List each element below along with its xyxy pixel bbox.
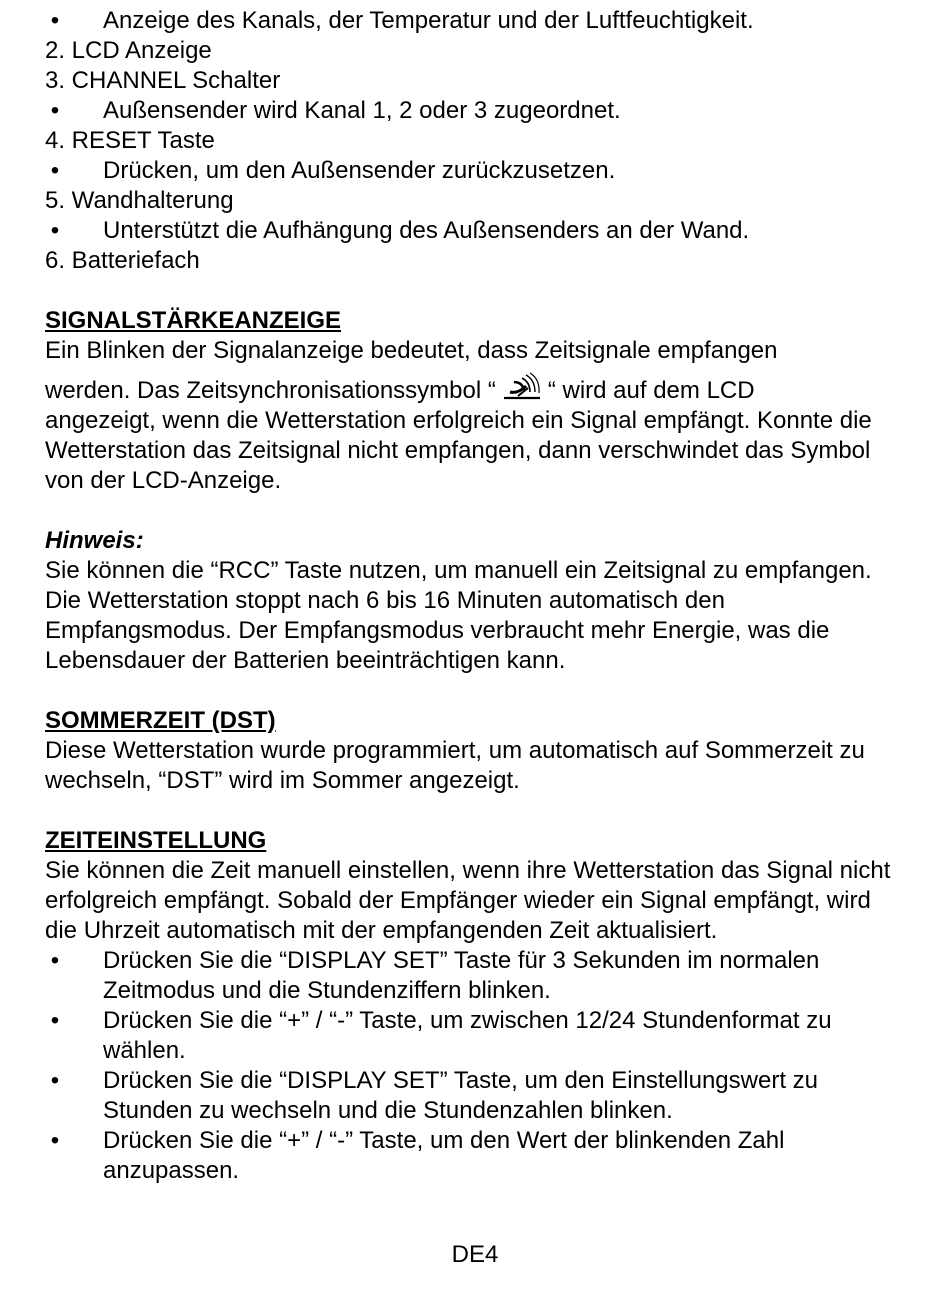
time-setting-section xyxy=(45,826,905,1186)
page-number: DE4 xyxy=(451,1241,499,1268)
paragraph: Ein Blinken der Signalanzeige bedeutet, dass Zeitsignale empfangen xyxy=(45,337,778,364)
list-bullet xyxy=(45,156,905,186)
dst-section xyxy=(45,706,905,796)
document-page xyxy=(45,6,905,1186)
list-text: Drücken Sie die “+” / “-” Taste, um den Wert der blinkenden Zahl anzupassen. xyxy=(103,1127,785,1184)
section-heading: SIGNALSTÄRKEANZEIGE xyxy=(45,307,342,334)
note-title: Hinweis: xyxy=(45,527,144,554)
list-bullet xyxy=(45,1126,905,1186)
list-text: Drücken Sie die “DISPLAY SET” Taste, um den Einstellungswert zu Stunden zu wechseln und die Stundenzahlen blinken. xyxy=(103,1067,818,1124)
list-text: Außensender wird Kanal 1, 2 oder 3 zugeordnet. xyxy=(103,97,621,124)
list-text: Drücken Sie die “+” / “-” Taste, um zwischen 12/24 Stundenformat zu wählen. xyxy=(103,1007,832,1064)
signal-section xyxy=(45,306,905,496)
paragraph: werden. Das Zeitsynchronisationssymbol “ “ wird auf dem LCD xyxy=(45,372,905,406)
list-text: Unterstützt die Aufhängung des Außensenders an der Wand. xyxy=(103,217,750,244)
list-bullet xyxy=(45,96,905,126)
section-heading: ZEITEINSTELLUNG xyxy=(45,827,267,854)
list-item: 5. Wandhalterung xyxy=(45,187,234,214)
list-bullet xyxy=(45,6,905,36)
paragraph: Diese Wetterstation wurde programmiert, um automatisch auf Sommerzeit zu wechseln, “DST” wird im Sommer angezeigt. xyxy=(45,737,865,794)
bullet-dot: • xyxy=(50,1127,60,1154)
bullet-dot: • xyxy=(50,157,60,184)
list-item: 4. RESET Taste xyxy=(45,127,215,154)
list-text: Drücken Sie die “DISPLAY SET” Taste für 3 Sekunden im normalen Zeitmodus und die Stundenziffern blinken. xyxy=(103,947,820,1004)
bullet-dot: • xyxy=(50,947,60,974)
bullet-dot: • xyxy=(50,97,60,124)
section-heading: SOMMERZEIT (DST) xyxy=(45,707,276,734)
list-bullet xyxy=(45,946,905,1006)
bullet-dot: • xyxy=(50,1067,60,1094)
paragraph: angezeigt, wenn die Wetterstation erfolgreich ein Signal empfängt. Konnte die Wetterstation das Zeitsignal nicht empfangen, dann verschwindet das Symbol von der LCD-Anzeige. xyxy=(45,407,872,494)
paragraph: Sie können die “RCC” Taste nutzen, um manuell ein Zeitsignal zu empfangen. Die Wetterstation stoppt nach 6 bis 16 Minuten automatisch den Empfangsmodus. Der Empfangsmodus verbraucht mehr Energie, was die Lebensdauer der Batterien beeinträchtigen kann. xyxy=(45,557,872,674)
bullet-dot: • xyxy=(50,1007,60,1034)
list-bullet xyxy=(45,1066,905,1126)
list-bullet xyxy=(45,1006,905,1066)
list-bullet xyxy=(45,216,905,246)
list-text: Anzeige des Kanals, der Temperatur und der Luftfeuchtigkeit. xyxy=(103,7,754,34)
list-item: 6. Batteriefach xyxy=(45,247,200,274)
list-text: Drücken, um den Außensender zurückzusetzen. xyxy=(103,157,616,184)
list-item: 3. CHANNEL Schalter xyxy=(45,67,281,94)
bullet-dot: • xyxy=(50,217,60,244)
note-section xyxy=(45,526,905,676)
time-sync-icon xyxy=(500,372,544,402)
bullet-dot: • xyxy=(50,7,60,34)
paragraph: Sie können die Zeit manuell einstellen, wenn ihre Wetterstation das Signal nicht erfolgreich empfängt. Sobald der Empfänger wieder ein Signal empfängt, wird die Uhrzeit automatisch mit der empfangenden Zeit aktualisiert. xyxy=(45,857,891,944)
list-item: 2. LCD Anzeige xyxy=(45,37,212,64)
feature-list xyxy=(45,6,905,276)
